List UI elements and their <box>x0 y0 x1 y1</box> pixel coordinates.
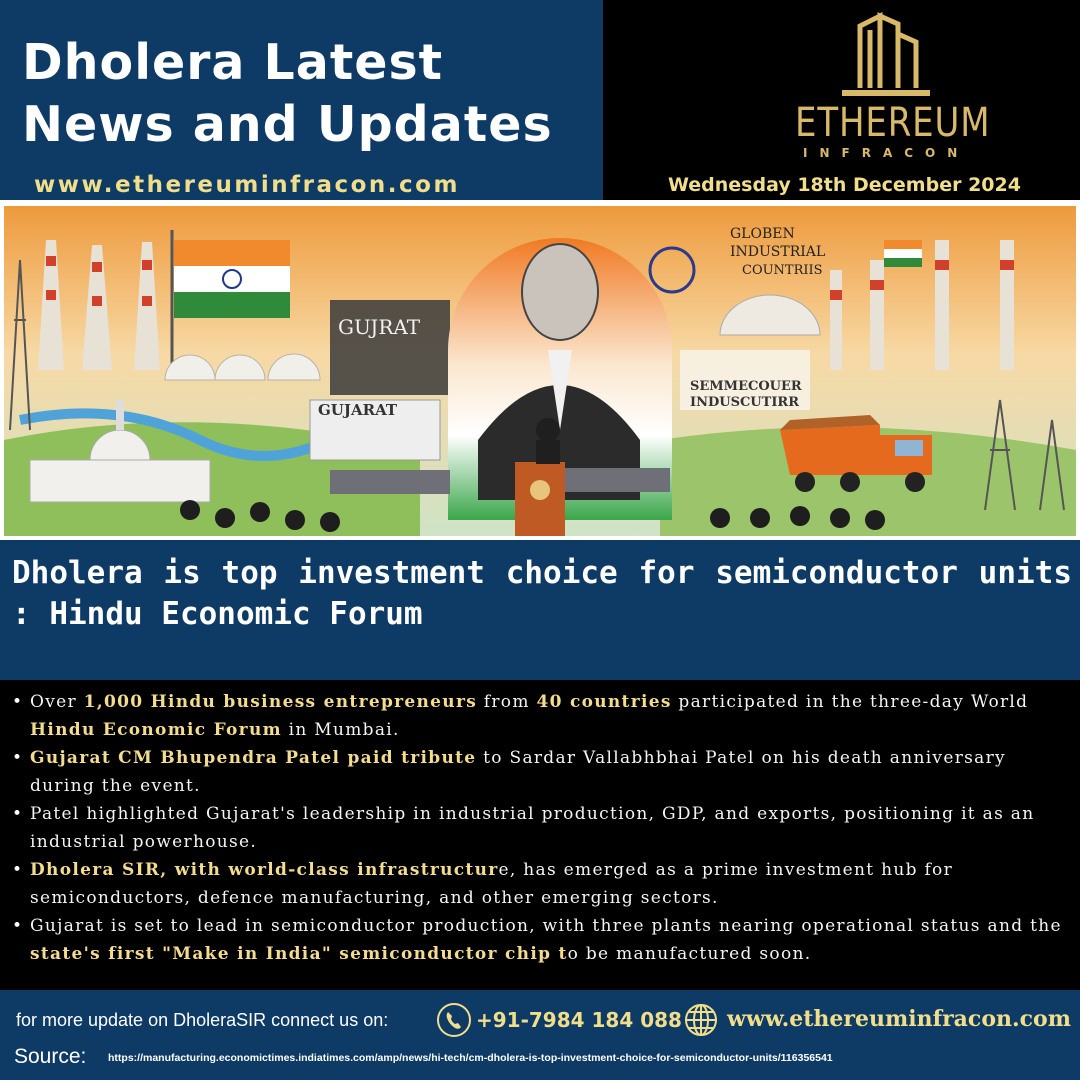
bullet-text: participated in the three-day World <box>671 692 1029 712</box>
header-website-link[interactable]: www.ethereuminfracon.com <box>34 172 460 198</box>
bullet-list <box>10 688 1074 968</box>
phone-number[interactable]: +91-7984 184 088 <box>476 1008 682 1032</box>
publish-date: Wednesday 18th December 2024 <box>668 174 1021 196</box>
domes <box>165 354 320 380</box>
hero-label-gujrat: GUJRAT <box>338 315 421 339</box>
logo-subtitle: INFRACON <box>803 146 970 160</box>
bullet-text: o be manufactured soon. <box>567 944 812 964</box>
source-url-link[interactable]: https://manufacturing.economictimes.indiatimes.com/amp/news/hi-tech/cm-dholera-is-top-investment-choice-for-semiconductor-units/116356541 <box>108 1052 833 1064</box>
footer-website-link[interactable]: www.ethereuminfracon.com <box>727 1006 1072 1032</box>
title-line-2: News and Updates <box>22 96 553 153</box>
hero-label-gujarat: GUJARAT <box>318 401 398 419</box>
phone-icon[interactable] <box>436 1002 472 1038</box>
bullet-item <box>10 800 1074 856</box>
indian-flag-right <box>884 240 922 267</box>
bullet-text: to Sardar Vallabhbhai Patel on his death anniversary during the event. <box>30 748 1006 796</box>
page-title <box>22 32 553 156</box>
headline: Dholera is top investment choice for semiconductor units : Hindu Economic Forum <box>12 555 1072 632</box>
hero-label-industrial: INDUSTRIAL <box>730 244 826 260</box>
bullet-text: Gujarat is set to lead in semiconductor production, with three plants nearing operational status and the <box>30 916 1062 936</box>
hero-label-global: GLOBEN <box>730 226 795 242</box>
hero-label-countries: COUNTRIIS <box>742 263 823 278</box>
highlight-text: 1,000 Hindu business entrepreneurs <box>83 692 478 712</box>
bullet-item <box>10 856 1074 912</box>
bullet-item <box>10 688 1074 744</box>
hero-illustration <box>0 200 1080 540</box>
bullet-text: in Mumbai. <box>281 720 400 740</box>
bullet-text: Patel highlighted Gujarat's leadership in industrial production, GDP, and exports, positioning it as an industrial powerhouse. <box>30 804 1035 852</box>
hero-scene <box>0 200 1080 540</box>
hero-label-indus: INDUSCUTIRR <box>690 395 800 410</box>
highlight-text: state's first "Make in India" semiconductor chip t <box>30 944 568 964</box>
highlight-text: Hindu Economic Forum <box>30 720 282 740</box>
left-chimneys <box>38 240 160 370</box>
hero-label-semi: SEMMECOUER <box>690 379 802 394</box>
highlight-text: Gujarat CM Bhupendra Patel paid tribute <box>30 748 477 768</box>
bullet-text: e, has emerged as a prime investment hub for semiconductors, defence manufacturing, and other emerging sectors. <box>30 860 954 908</box>
highlight-text: Dholera SIR, with world-class infrastructur <box>30 860 499 880</box>
footer <box>0 990 1080 1080</box>
bullet-text: Over <box>30 692 84 712</box>
source-label: Source: <box>14 1045 87 1068</box>
highlight-text: 40 countries <box>536 692 672 712</box>
bullet-item <box>10 744 1074 800</box>
globe-icon <box>683 1002 719 1038</box>
bullet-text: from <box>477 692 537 712</box>
logo-name: ETHEREUM <box>795 100 991 146</box>
bullet-item <box>10 912 1074 968</box>
title-line-1: Dholera Latest <box>22 34 444 91</box>
connect-text: for more update on DholeraSIR connect us on: <box>16 1010 389 1030</box>
